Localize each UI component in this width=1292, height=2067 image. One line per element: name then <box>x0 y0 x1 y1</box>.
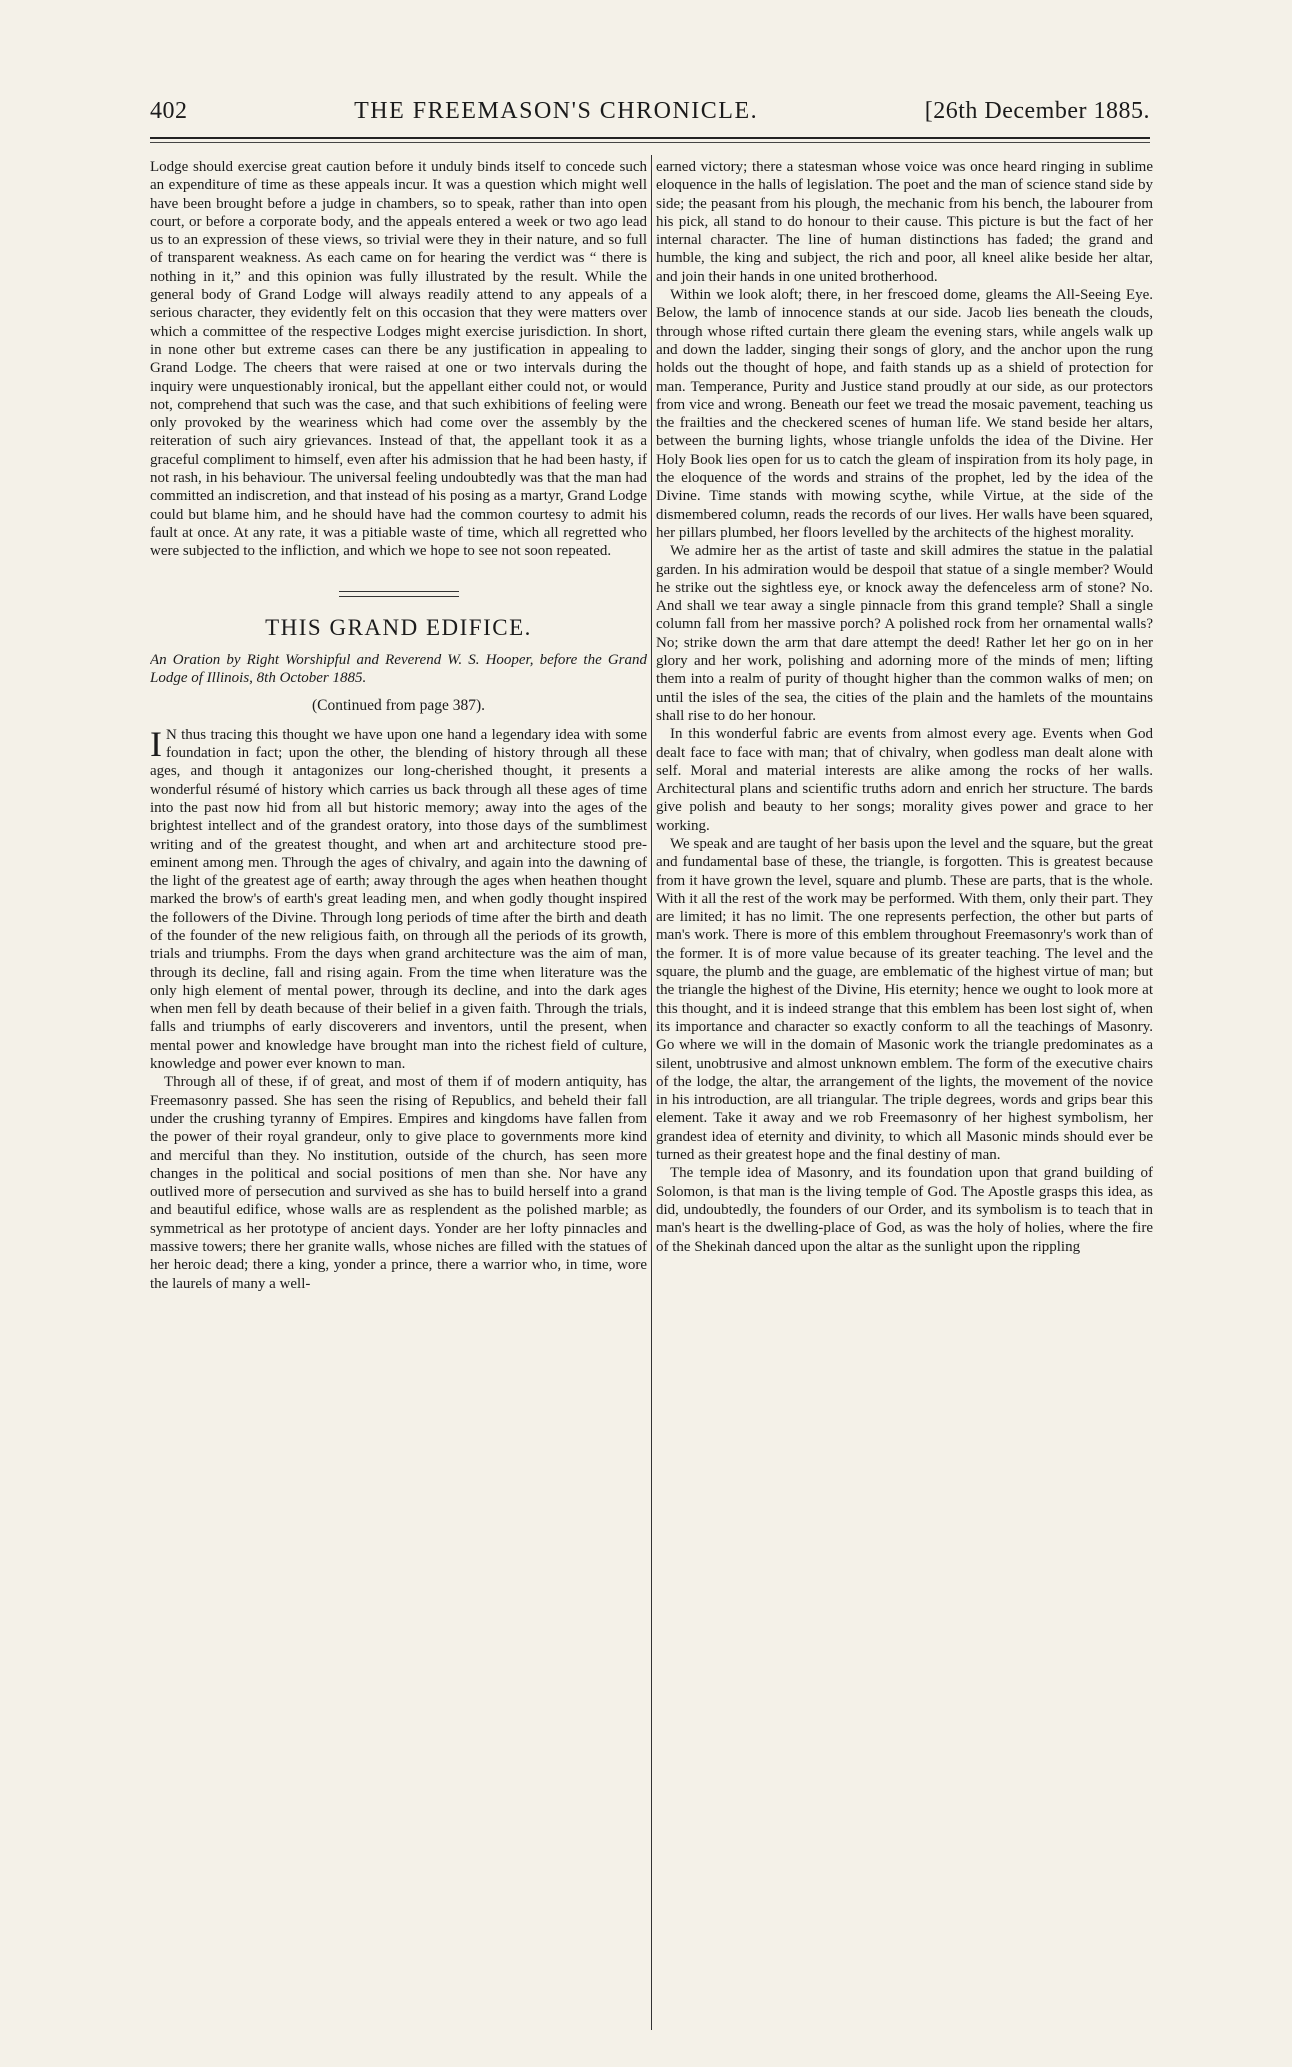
header-rule <box>150 137 1150 139</box>
article-title: THIS GRAND EDIFICE. <box>265 614 532 640</box>
header-rule-thin <box>150 142 1150 143</box>
article-paragraph-7: We speak and are taught of her basis upon the level and the square, but the great and fundamental base of these, the triangle, is forgotten. This is greatest because from it have grown the level, square and plumb. These are parts, that is the whole. With it all the rest of the work may be performed. With them, only their part. They are limited; it has no limit. The one represents perfection, the other but parts of man's work. There is more of this emblem throughout Freemasonry's work than of the former. It is of more value because of its greater teaching. The level and the square, the plumb and the guage, are emblematic of the highest virtue of man; but the triangle the highest of the Divine, His eternity; hence we ought to look more at this thought, and it is indeed strange that this emblem has been lost sight of, when its importance and character so exactly conform to all the teachings of Masonry. Go where we will in the domain of Masonic work the triangle predominates as a silent, unobtrusive and almost unknown emblem. The form of the executive chairs of the lodge, the altar, the arrangement of the lights, the movement of the novice in his introduction, are all triangular. The triple degrees, words and grips bear this element. Take it away and we rob Freemasonry of her highest symbolism, her grandest idea of eternity and divinity, to which all Masonic minds should ever be turned as their greatest hope and the final destiny of man. <box>656 835 1153 1164</box>
continued-note: (Continued from page 387). <box>311 697 486 715</box>
article-paragraph-6: In this wonderful fabric are events from almost every age. Events when God dealt face to face with man; that of chivalry, when godless man dealt alone with self. Moral and material interests are alike among the rocks of her walls. Architectural plans and scientific truths adorn and enrich her structure. The bards give polish and beauty to her songs; morality gives power and grace to her working. <box>656 726 1153 834</box>
right-column <box>656 158 1153 2030</box>
column-divider <box>651 155 652 2030</box>
left-column <box>150 158 647 2030</box>
page-number: 402 <box>150 98 188 124</box>
article-paragraph-1 <box>150 723 647 1074</box>
section-separator <box>339 591 459 597</box>
article-paragraph-5: We admire her as the artist of taste and skill admires the statue in the palatial garden. In his admiration would be despoil that statue of a single member? Would he strike out the sightless eye, or knock away the defenceless arm of stone? No. And shall we tear away a single pinnacle from this grand temple? Shall a single column fall from her massive porch? A polished rock from her ornamental walls? No; strike down the arm that dare attempt the deed! Rather let her go on in her glory and her work, polishing and adorning more of the minds of men; lifting them into a realm of purity of thought higher than the common walks of men; on until the isles of the sea, the cities of the plain and the hamlets of the mountains shall rise to do her honour. <box>656 543 1153 724</box>
article-paragraph-2: Through all of these, if of great, and most of them if of modern antiquity, has Freemasonry passed. She has seen the rising of Republics, and beheld their fall under the crushing tyranny of Empires. Empires and kingdoms have fallen from the power of their royal grandeur, only to give place to governments more kind and merciful than they. No institution, outside of the church, has seen more changes in the political and social positions of men than she. Nor have any outlived more of persecution and survived as she has to build herself into a grand and beautiful edifice, whose walls are as resplendent as the polished marble; as symmetrical as her prototype of ancient days. Yonder are her lofty pinnacles and massive towers; there her granite walls, whose niches are filled with the statues of her heroic dead; there a king, yonder a prince, there a warrior who, in time, wore the laurels of many a well- <box>150 1074 647 1292</box>
article-subtitle: An Oration by Right Worshipful and Reverend W. S. Hooper, before the Grand Lodge of Illinois, 8th October 1885. <box>150 651 647 687</box>
publication-title: THE FREEMASON'S CHRONICLE. <box>354 98 759 124</box>
issue-date: [26th December 1885. <box>924 98 1150 124</box>
article-paragraph-1-text: N thus tracing this thought we have upon one hand a legendary idea with some foundation in fact; upon the other, the blending of history through all these ages, and though it antagonizes our long-cherished thought, it presents a wonderful résumé of history which carries us back through all these ages of time into the past now hid from all but historic memory; away into the ages of the brightest intellect and of the grandest oratory, into those days of the sumblimest writing and of the greatest thought, and when art and architecture stood pre-eminent among men. Through the ages of chivalry, and again into the dawning of the light of the greatest age of earth; away through the ages when heathen thought marked the brow's of earth's great leading men, and when godly thought inspired the followers of the Divine. Through long periods of time after the birth and death of the founder of the new religious faith, on through all the periods of its growth, trials and triumphs. From the days when grand architecture was the aim of man, through its decline, fall and rising again. From the time when literature was the only high element of mental power, through its decline, and into the dark ages when men fell by death because of their belief in a given faith. Through the trials, falls and triumphs of early discoverers and inventors, until the present, when mental power and knowledge have brought man into the richest field of culture, knowledge and power ever known to man. <box>150 726 647 1073</box>
page-header <box>150 98 1150 134</box>
drop-cap: I <box>150 723 162 764</box>
article-paragraph-4: Within we look aloft; there, in her frescoed dome, gleams the All-Seeing Eye. Below, the lamb of innocence stands at our side. Jacob lies beneath the clouds, through whose rifted curtain there gleam the evening stars, while angels walk up and down the ladder, singing their songs of glory, and the anchor upon the rung holds out the thought of hope, and faith stands up as a shield of protection for man. Temperance, Purity and Justice stand proudly at our side, as our protectors from vice and wrong. Beneath our feet we tread the mosaic pavement, teaching us the frailties and the checkered scenes of human life. We stand beside her altars, between the burning lights, whose triangle unfolds the idea of the Divine. Her Holy Book lies open for us to catch the gleam of inspiration from its holy page, in the eloquence of the words and strains of the prophet, led by the idea of the Divine. Time stands with mowing scythe, while Virtue, at the side of the dismembered column, reads the records of our lives. Her walls have been squared, her pillars plumbed, her floors levelled by the architects of the highest morality. <box>656 287 1153 541</box>
editorial-paragraph: Lodge should exercise great caution before it unduly binds itself to concede such an expenditure of time as these appeals incur. It was a question which might well have been brought before a judge in chambers, so to speak, rather than into open court, or before a corporate body, and the appeals entered a week or two ago lead us to an expression of these views, so trivial were they in their nature, and so full of transparent weakness. As each came on for hearing the verdict was “ there is nothing in it,” and this opinion was fully illustrated by the result. While the general body of Grand Lodge will always readily attend to any appeals of a serious character, they evidently felt on this occasion that they were matters over which a committee of the respective Lodges might exercise jurisdiction. In short, in none other but extreme cases can there be any justification in appealing to Grand Lodge. The cheers that were raised at one or two intervals during the inquiry were unquestionably ironical, but the appellant either could not, or would not, comprehend that such was the case, and that such exhibitions of feeling were only provoked by the weariness which had come over the assembly by the reiteration of such airy grievances. Instead of that, the appellant took it as a graceful compliment to himself, even after his admission that he had been hasty, if not rash, in his behaviour. The universal feeling undoubtedly was that the man had committed an indiscretion, and that instead of his posing as a martyr, Grand Lodge could but blame him, and he should have had the common courtesy to admit his fault at once. At any rate, it was a pitiable waste of time, which all regretted who were subjected to the infliction, and which we hope to see not soon repeated. <box>150 159 647 560</box>
article-paragraph-3: earned victory; there a statesman whose voice was once heard ringing in sublime eloquence in the halls of legislation. The poet and the man of science stand side by side; the peasant from his plough, the mechanic from his bench, the labourer from his pick, all stand to do honour to their cause. This picture is but the fact of her internal character. The line of human distinctions has faded; the grand and humble, the king and subject, the rich and poor, all kneel alike beside her altar, and join their hands in one united brotherhood. <box>656 159 1153 285</box>
article-paragraph-8: The temple idea of Masonry, and its foundation upon that grand building of Solomon, is that man is the living temple of God. The Apostle grasps this idea, as did, undoubtedly, the founders of our Order, and its symbolism is to teach that in man's heart is the dwelling-place of God, as was the holy of holies, where the fire of the Shekinah danced upon the altar as the sunlight upon the rippling <box>656 1165 1153 1255</box>
